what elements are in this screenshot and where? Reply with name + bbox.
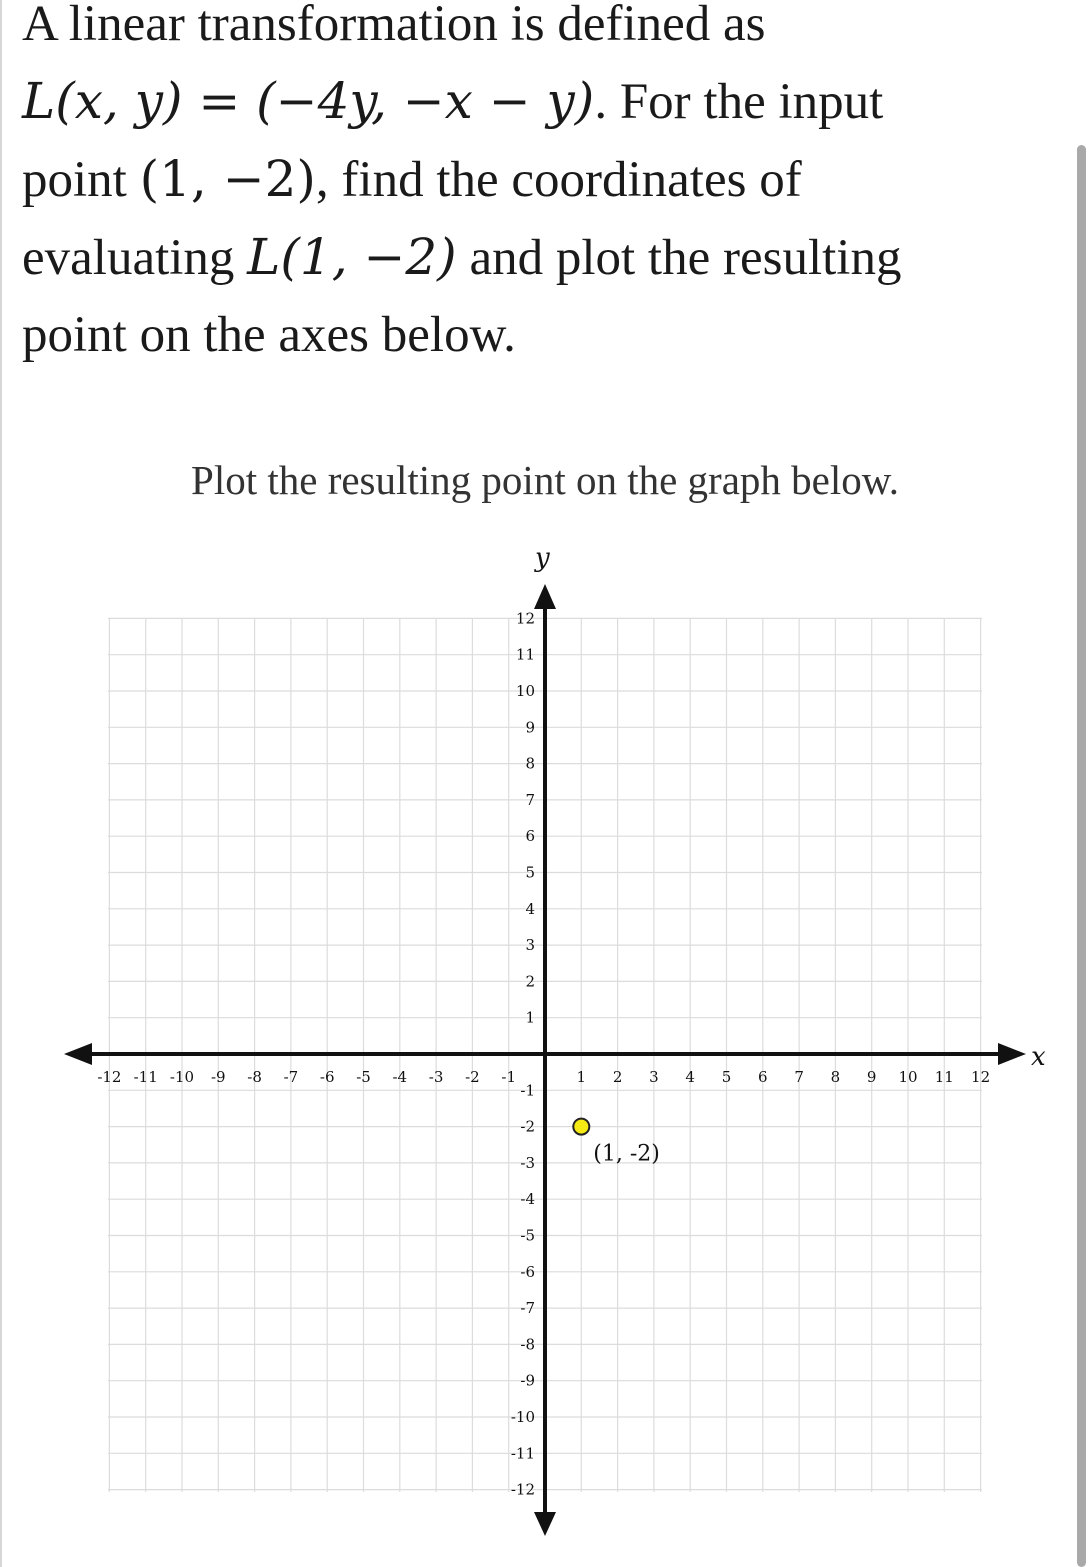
plotted-point-label: (1, -2) xyxy=(593,1141,660,1167)
x-tick-label: -4 xyxy=(392,1068,408,1086)
y-tick-label: 6 xyxy=(525,827,535,846)
question-intro: A linear transformation is defined as xyxy=(22,0,766,52)
evaluation-expression: L(1, −2) xyxy=(247,228,457,286)
x-axis-label: x xyxy=(1031,1042,1046,1072)
y-tick-label: -9 xyxy=(520,1371,535,1390)
y-tick-label: 2 xyxy=(525,972,535,991)
x-tick-label: 11 xyxy=(934,1068,954,1086)
y-tick-label: 3 xyxy=(525,936,535,955)
x-tick-label: -6 xyxy=(319,1068,335,1086)
x-axis-left-arrow xyxy=(64,1043,92,1065)
question-line-5-text: point on the axes below. xyxy=(22,307,516,363)
question-line-4-rest: and plot the resulting xyxy=(469,230,902,286)
x-tick-label: 3 xyxy=(649,1068,659,1086)
y-tick-label: -8 xyxy=(520,1335,535,1354)
y-tick-label: 5 xyxy=(525,863,535,882)
points-layer[interactable] xyxy=(573,1119,660,1167)
y-tick-label: -2 xyxy=(520,1117,535,1136)
y-tick-label: 10 xyxy=(515,682,535,700)
plot-instruction: Plot the resulting point on the graph below. xyxy=(191,457,899,503)
x-tick-label: -10 xyxy=(169,1068,195,1086)
y-tick-label: 11 xyxy=(515,645,535,664)
x-tick-label: 6 xyxy=(758,1068,768,1086)
after-function-text: . For the input xyxy=(594,74,884,130)
function-lhs: L(x, y) xyxy=(22,72,183,130)
point-word: point xyxy=(22,152,127,208)
y-tick-label: -6 xyxy=(520,1262,535,1281)
x-tick-label: 12 xyxy=(971,1068,991,1086)
y-tick-label: 7 xyxy=(525,790,535,809)
x-tick-label: -1 xyxy=(501,1068,517,1086)
axes xyxy=(64,543,1046,1536)
scrollbar-thumb[interactable] xyxy=(1077,145,1086,1567)
x-tick-label: 5 xyxy=(721,1068,732,1086)
input-point: (1, −2) xyxy=(139,150,316,208)
y-tick-label: -3 xyxy=(520,1153,535,1172)
x-tick-label: 4 xyxy=(685,1068,695,1086)
x-tick-label: -12 xyxy=(97,1068,122,1086)
y-tick-label: 8 xyxy=(525,754,535,773)
y-tick-label: 1 xyxy=(525,1008,535,1027)
x-tick-label: -3 xyxy=(428,1068,444,1086)
x-axis-right-arrow xyxy=(998,1043,1026,1065)
y-tick-label: -11 xyxy=(510,1444,535,1463)
x-tick-label: 2 xyxy=(612,1068,623,1086)
y-axis-label: y xyxy=(535,543,550,573)
y-tick-label: -5 xyxy=(520,1226,535,1245)
y-axis-down-arrow xyxy=(534,1512,556,1536)
question-line-3-rest: , find the coordinates of xyxy=(315,152,802,208)
y-tick-label: -1 xyxy=(520,1081,535,1100)
x-tick-label: -11 xyxy=(133,1068,158,1086)
y-tick-label: -7 xyxy=(520,1299,535,1318)
x-tick-label: 1 xyxy=(576,1068,587,1086)
y-tick-label: 4 xyxy=(525,899,535,918)
y-tick-label: -12 xyxy=(510,1480,535,1499)
x-tick-label: -9 xyxy=(210,1068,226,1086)
y-axis-up-arrow xyxy=(534,584,556,609)
x-tick-label: -7 xyxy=(283,1068,299,1086)
evaluating-word: evaluating xyxy=(22,230,235,286)
equals-sign: = xyxy=(198,72,241,130)
function-rhs: (−4y, −x − y) xyxy=(256,72,595,130)
x-tick-label: 10 xyxy=(898,1068,918,1086)
y-tick-label: -4 xyxy=(520,1190,535,1209)
x-tick-label: 7 xyxy=(794,1068,804,1086)
x-tick-label: -5 xyxy=(356,1068,371,1086)
x-tick-label: -2 xyxy=(465,1068,480,1086)
x-tick-label: -8 xyxy=(247,1068,262,1086)
plotted-point[interactable] xyxy=(573,1119,589,1135)
x-tick-label: 8 xyxy=(830,1068,841,1086)
x-tick-label: 9 xyxy=(866,1068,877,1086)
y-tick-label: -10 xyxy=(510,1408,535,1426)
y-tick-label: 12 xyxy=(515,609,535,628)
y-tick-label: 9 xyxy=(525,718,535,737)
